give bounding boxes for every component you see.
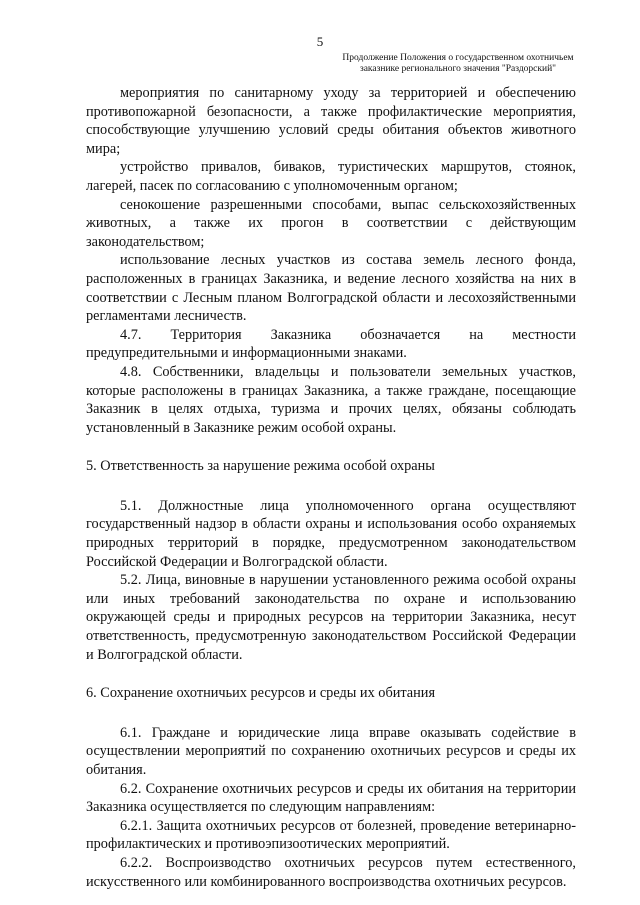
running-header (338, 53, 578, 75)
section-heading: 6. Сохранение охотничьих ресурсов и среды их обитания (86, 685, 436, 702)
paragraph: мероприятия по санитарному уходу за территорией и обеспечению противопожарной безопасности, а также профилактические мероприятия, способствующие улучшению условий среды обитания объектов животного мира; (86, 85, 576, 157)
paragraph: 6.1. Граждане и юридические лица вправе оказывать содействие в осуществлении мероприятий по сохранению охотничьих ресурсов и среды их обитания. (86, 724, 576, 778)
paragraph: 4.7. Территория Заказника обозначается на местности предупредительными и информационными знаками. (86, 326, 576, 362)
paragraph: 6.2.1. Защита охотничьих ресурсов от болезней, проведение ветеринарно-профилактических и противоэпизоотических мероприятий. (86, 817, 576, 853)
paragraph: сенокошение разрешенными способами, выпас сельскохозяйственных животных, а также их прогон в соответствии с действующим законодательством; (86, 196, 576, 250)
paragraph: 5.1. Должностные лица уполномоченного органа осуществляют государственный надзор в области охраны и использования особо охраняемых природных территорий в порядке, предусмотренном законодательством Российской Федерации и Волгоградской области. (86, 497, 576, 570)
paragraph: устройство привалов, биваков, туристических маршрутов, стоянок, лагерей, пасек по согласованию с уполномоченным органом; (86, 159, 576, 194)
paragraph: 5.2. Лица, виновные в нарушении установленного режима особой охраны или иных требований законодательства по охране и использованию окружающей среды и природных ресурсов на территории Заказника, несут ответственность, предусмотренную законодательством Российской Федерации и Волгоградской области. (86, 572, 576, 663)
paragraph: 4.8. Собственники, владельцы и пользователи земельных участков, которые расположены в границах Заказника, а также граждане, посещающие Заказник в целях отдыха, туризма и прочих целях, обязаны соблюдать установленный в Заказнике режим особой охраны. (86, 363, 576, 436)
paragraph: использование лесных участков из состава земель лесного фонда, расположенных в границах Заказника, и ведение лесного хозяйства на них в соответствии с Лесным планом Волгоградской области и лесохозяйственными регламентами лесничеств. (86, 252, 576, 325)
page-number: 5 (316, 34, 324, 49)
document-body (86, 84, 576, 891)
paragraph: 6.2. Сохранение охотничьих ресурсов и среды их обитания на территории Заказника осуществляется по следующим направлениям: (86, 780, 576, 816)
paragraph: 6.2.2. Воспроизводство охотничьих ресурсов путем естественного, искусственного или комбинированного воспроизводства охотничьих ресурсов. (86, 854, 576, 890)
running-header-line: Продолжение Положения о государственном охотничьем (342, 53, 574, 63)
section-heading: 5. Ответственность за нарушение режима особой охраны (86, 458, 435, 475)
running-header-line: заказнике регионального значения "Раздорский" (359, 64, 557, 74)
